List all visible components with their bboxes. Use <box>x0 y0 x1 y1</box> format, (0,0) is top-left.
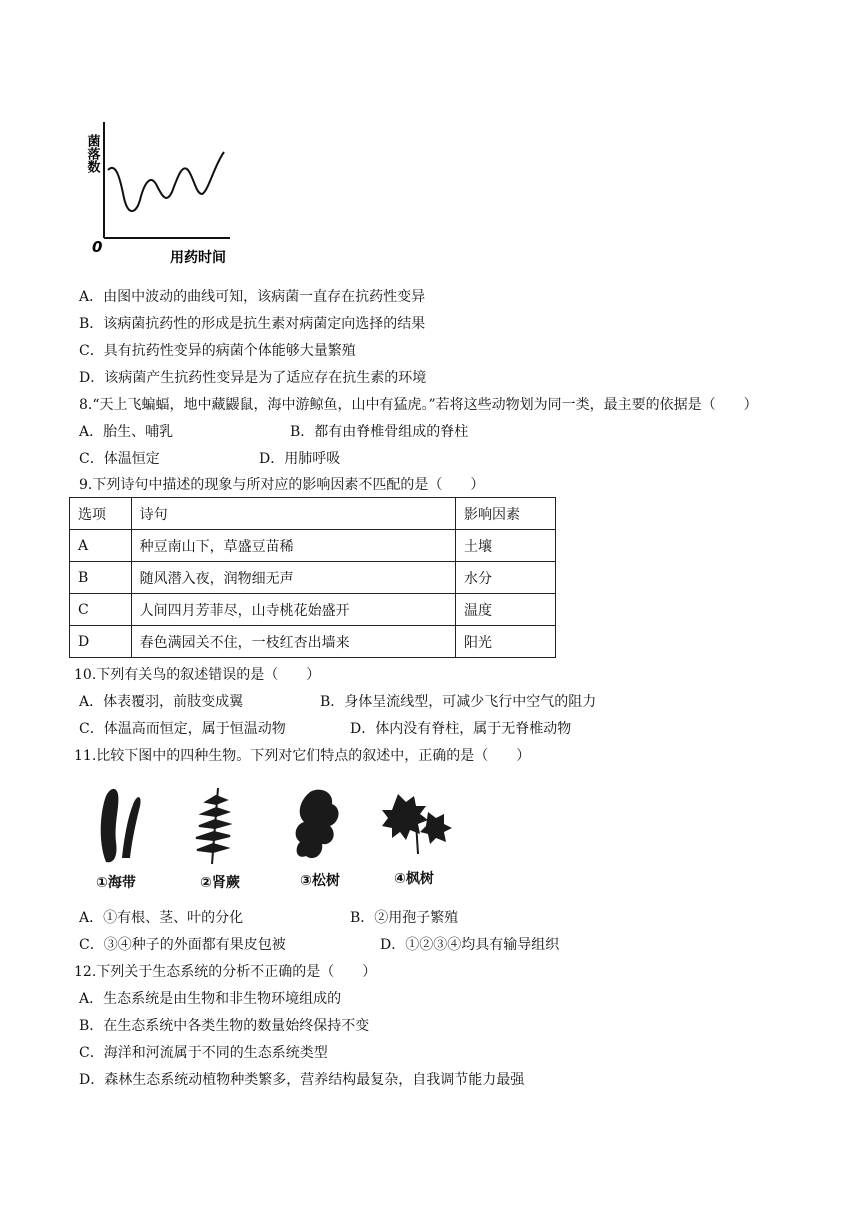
q12-stem: 12.下列关于生态系统的分析不正确的是（ ） <box>74 964 377 980</box>
table-cell: 水分 <box>455 562 555 594</box>
q11-organisms-figure <box>88 782 478 894</box>
table-header-row <box>70 498 556 530</box>
table-row <box>70 626 556 658</box>
table-cell: 阳光 <box>455 626 555 658</box>
q10-option-a: A．体表覆羽，前肢变成翼 <box>79 694 244 710</box>
chart-curve <box>108 152 224 211</box>
q7-option-c: C．具有抗药性变异的病菌个体能够大量繁殖 <box>79 343 356 359</box>
q7-chart <box>82 118 232 268</box>
table-cell: B <box>70 562 132 594</box>
q9-table <box>69 497 556 658</box>
q8-stem: 8.“天上飞蝙蝠，地中藏鼹鼠，海中游鲸鱼，山中有猛虎。”若将这些动物划为同一类，最主要的依据是（ ） <box>79 397 758 413</box>
q7-option-d: D．该病菌产生抗药性变异是为了适应存在抗生素的环境 <box>79 370 427 386</box>
q8-option-c: C．体温恒定 <box>79 451 160 467</box>
table-cell: 土壤 <box>455 530 555 562</box>
table-header-cell: 选项 <box>70 498 132 530</box>
table-cell: 随风潜入夜，润物细无声 <box>131 562 455 594</box>
chart-origin: 0 <box>92 238 103 256</box>
table-cell: 人间四月芳菲尽，山寺桃花始盛开 <box>131 594 455 626</box>
fern-image <box>196 788 230 864</box>
table-header-cell: 诗句 <box>131 498 455 530</box>
q10-stem: 10.下列有关鸟的叙述错误的是（ ） <box>74 667 321 683</box>
fern-label: ②肾蕨 <box>200 875 240 891</box>
q11-option-c: C．③④种子的外面都有果皮包被 <box>79 937 286 953</box>
table-cell: 春色满园关不住，一枝红杏出墙来 <box>131 626 455 658</box>
q11-option-d: D．①②③④均具有输导组织 <box>380 937 560 953</box>
table-cell: C <box>70 594 132 626</box>
chart-xlabel: 用药时间 <box>170 250 226 266</box>
q8-option-d: D．用肺呼吸 <box>259 451 341 467</box>
q8-option-b: B．都有由脊椎骨组成的脊柱 <box>290 424 469 440</box>
maple-image <box>382 794 452 854</box>
q11-option-b: B．②用孢子繁殖 <box>350 910 459 926</box>
kelp-image <box>101 789 141 862</box>
table-cell: D <box>70 626 132 658</box>
q12-option-a: A．生态系统是由生物和非生物环境组成的 <box>79 991 342 1007</box>
q10-option-d: D．体内没有脊柱，属于无脊椎动物 <box>350 721 572 737</box>
pine-image <box>296 790 339 858</box>
table-row <box>70 562 556 594</box>
table-cell: 温度 <box>455 594 555 626</box>
table-cell: 种豆南山下，草盛豆苗稀 <box>131 530 455 562</box>
q9-stem: 9.下列诗句中描述的现象与所对应的影响因素不匹配的是（ ） <box>79 477 485 493</box>
maple-label: ④枫树 <box>394 871 434 887</box>
q7-option-a: A．由图中波动的曲线可知，该病菌一直存在抗药性变异 <box>79 289 426 305</box>
q10-option-c: C．体温高而恒定，属于恒温动物 <box>79 721 286 737</box>
q11-option-a: A．①有根、茎、叶的分化 <box>79 910 244 926</box>
table-row <box>70 594 556 626</box>
kelp-label: ①海带 <box>96 875 136 891</box>
q12-option-d: D．森林生态系统动植物种类繁多，营养结构最复杂，自我调节能力最强 <box>79 1072 525 1088</box>
q8-option-a: A．胎生、哺乳 <box>79 424 174 440</box>
q12-option-c: C．海洋和河流属于不同的生态系统类型 <box>79 1045 328 1061</box>
pine-label: ③松树 <box>300 873 340 889</box>
table-cell: A <box>70 530 132 562</box>
q12-option-b: B．在生态系统中各类生物的数量始终保持不变 <box>79 1018 370 1034</box>
q10-option-b: B．身体呈流线型，可减少飞行中空气的阻力 <box>320 694 597 710</box>
table-header-cell: 影响因素 <box>455 498 555 530</box>
table-row <box>70 530 556 562</box>
chart-ylabel: 菌落数 <box>84 134 100 173</box>
q11-stem: 11.比较下图中的四种生物。下列对它们特点的叙述中，正确的是（ ） <box>74 748 531 764</box>
q7-option-b: B．该病菌抗药性的形成是抗生素对病菌定向选择的结果 <box>79 316 426 332</box>
